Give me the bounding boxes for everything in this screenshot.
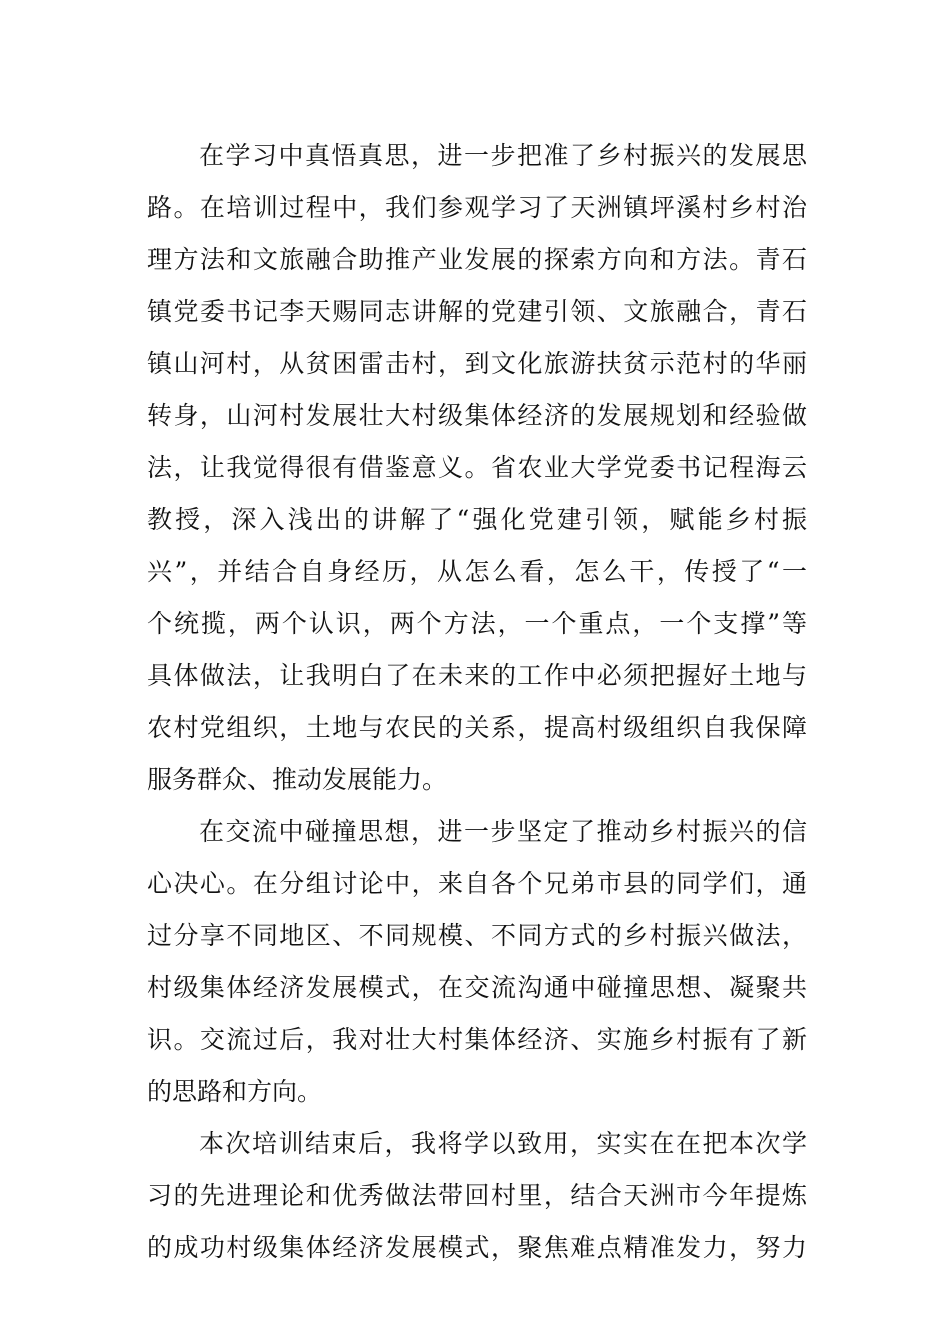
text-line: 农村党组织，土地与农民的关系，提高村级组织自我保障 — [147, 713, 807, 742]
text-line: 的思路和方向。 — [147, 1077, 323, 1106]
text-line: 转身，山河村发展壮大村级集体经济的发展规划和经验做 — [147, 401, 807, 430]
text-line: 服务群众、推动发展能力。 — [147, 765, 448, 794]
text-line: 教授，深入浅出的讲解了“强化党建引领，赋能乡村振 — [147, 505, 807, 534]
text-line: 在学习中真悟真思，进一步把准了乡村振兴的发展思 — [199, 141, 807, 170]
text-line: 本次培训结束后，我将学以致用，实实在在把本次学 — [199, 1129, 807, 1158]
text-line: 的成功村级集体经济发展模式，聚焦难点精准发力，努力 — [147, 1233, 807, 1262]
text-line: 个统揽，两个认识，两个方法，一个重点，一个支撑”等 — [147, 609, 807, 638]
paragraph-3 — [147, 1118, 807, 1274]
text-line: 过分享不同地区、不同规模、不同方式的乡村振兴做法， — [147, 921, 807, 950]
text-line: 理方法和文旅融合助推产业发展的探索方向和方法。青石 — [147, 245, 807, 274]
text-line: 心决心。在分组讨论中，来自各个兄弟市县的同学们，通 — [147, 869, 807, 898]
paragraph-1 — [147, 130, 807, 806]
text-line: 具体做法，让我明白了在未来的工作中必须把握好土地与 — [147, 661, 807, 690]
text-line: 镇党委书记李天赐同志讲解的党建引领、文旅融合，青石 — [147, 297, 807, 326]
document-page — [147, 130, 807, 1274]
text-line: 路。在培训过程中，我们参观学习了天洲镇坪溪村乡村治 — [147, 193, 807, 222]
text-line: 在交流中碰撞思想，进一步坚定了推动乡村振兴的信 — [199, 817, 807, 846]
text-line: 兴”，并结合自身经历，从怎么看，怎么干，传授了“一 — [147, 557, 807, 586]
text-line: 村级集体经济发展模式，在交流沟通中碰撞思想、凝聚共 — [147, 973, 807, 1002]
text-line: 识。交流过后，我对壮大村集体经济、实施乡村振有了新 — [147, 1025, 807, 1054]
text-line: 习的先进理论和优秀做法带回村里，结合天洲市今年提炼 — [147, 1181, 807, 1210]
paragraph-2 — [147, 806, 807, 1118]
text-line: 镇山河村，从贫困雷击村，到文化旅游扶贫示范村的华丽 — [147, 349, 807, 378]
text-line: 法，让我觉得很有借鉴意义。省农业大学党委书记程海云 — [147, 453, 807, 482]
